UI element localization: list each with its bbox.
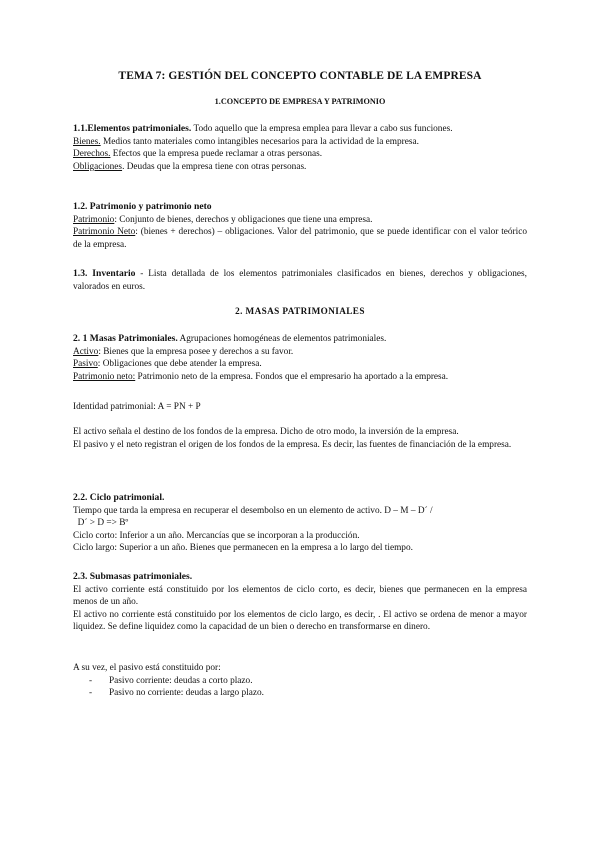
identidad-patrimonial: Identidad patrimonial: A = PN + P bbox=[73, 402, 201, 412]
section-1-3 bbox=[73, 268, 527, 293]
list-item bbox=[73, 687, 527, 700]
pasivo-label: Pasivo bbox=[73, 359, 98, 370]
pasivo-line bbox=[73, 358, 527, 371]
activo-line bbox=[73, 346, 527, 359]
elementos-text: Todo aquello que la empresa emplea para llevar a cabo sus funciones. bbox=[191, 124, 453, 134]
submasas-heading: 2.3. Submasas patrimoniales. bbox=[73, 571, 193, 582]
section-2-1 bbox=[73, 333, 527, 383]
obligaciones-text: . Deudas que la empresa tiene con otras personas. bbox=[122, 161, 307, 172]
list-item bbox=[73, 675, 527, 688]
patrimonio-neto-label: Patrimonio Neto bbox=[73, 227, 136, 238]
ciclo-line-2: D´ > D => Bº bbox=[73, 518, 129, 529]
section-1-1 bbox=[73, 123, 527, 173]
derechos-line bbox=[73, 148, 527, 161]
elementos-heading: 1.1.Elementos patrimoniales. bbox=[73, 123, 192, 134]
pasivo-corriente-item: Pasivo corriente: deudas a corto plazo. bbox=[109, 675, 253, 686]
patrimonio-neto-line bbox=[73, 226, 527, 251]
obligaciones-label: Obligaciones bbox=[73, 161, 123, 172]
pasivo-text: : Obligaciones que debe atender la empresa. bbox=[97, 359, 262, 370]
bienes-text: Medios tanto materiales como intangibles necesarios para la actividad de la empresa. bbox=[100, 136, 419, 147]
activo-corriente-paragraph: El activo corriente está constituido por los elementos de ciclo corto, es decir, bienes que permanecen en la empresa menos de un año. bbox=[73, 584, 527, 608]
patrimonio-neto-def-text: Patrimonio neto de la empresa. Fondos que el empresario ha aportado a la empresa. bbox=[135, 371, 449, 382]
derechos-text: Efectos que la empresa puede reclamar a otras personas. bbox=[110, 149, 323, 160]
pasivo-origen-paragraph: El pasivo y el neto registran el origen de los fondos de la empresa. Es decir, las fuentes de financiación de la empresa. bbox=[73, 439, 512, 450]
section-1-2 bbox=[73, 201, 527, 251]
ciclo-heading: 2.2. Ciclo patrimonial. bbox=[73, 492, 165, 503]
activo-destino-paragraph: El activo señala el destino de los fondos de la empresa. Dicho de otro modo, la inversión de la empresa. bbox=[73, 427, 459, 437]
dash-bullet: - bbox=[89, 688, 93, 699]
masas-line bbox=[73, 333, 527, 346]
derechos-label: Derechos. bbox=[73, 149, 111, 160]
activo-label: Activo bbox=[73, 346, 99, 357]
bienes-line bbox=[73, 136, 527, 149]
ciclo-line-1: Tiempo que tarda la empresa en recuperar el desembolso en un elemento de activo. D – M – D´ / bbox=[73, 505, 433, 516]
patrimonio-neto-text: : (bienes + derechos) – obligaciones. Valor del patrimonio, que se puede identificar con el valor teórico de la empresa. bbox=[73, 227, 528, 250]
inventario-text: - Lista detallada de los elementos patrimoniales clasificados en bienes, derechos y obligaciones, valorados en euros. bbox=[73, 269, 527, 292]
section-2-3 bbox=[73, 571, 527, 634]
page-title: TEMA 7: GESTIÓN DEL CONCEPTO CONTABLE DE LA EMPRESA bbox=[118, 70, 482, 82]
patrimonio-neto-def-line bbox=[73, 371, 527, 384]
inventario-heading: 1.3. Inventario bbox=[73, 268, 136, 279]
masas-heading: 2. 1 Masas Patrimoniales. bbox=[73, 333, 178, 344]
activo-no-corriente-paragraph: El activo no corriente está constituido por los elementos de ciclo largo, es decir, . El activo se ordena de menor a mayor liquidez. Se define liquidez como la capacidad de un bien o derecho en transformarse en dinero. bbox=[73, 609, 527, 633]
obligaciones-line bbox=[73, 161, 527, 174]
ciclo-largo-line: Ciclo largo: Superior a un año. Bienes que permanecen en la empresa a lo largo del tiempo. bbox=[73, 543, 413, 554]
activo-text: : Bienes que la empresa posee y derechos a su favor. bbox=[98, 346, 294, 357]
section-2-title: 2. MASAS PATRIMONIALES bbox=[235, 306, 365, 316]
bienes-label: Bienes. bbox=[73, 136, 101, 147]
destino-origen bbox=[73, 426, 527, 451]
dash-bullet: - bbox=[89, 675, 93, 686]
masas-text: Agrupaciones homogéneas de elementos patrimoniales. bbox=[177, 334, 387, 344]
ciclo-corto-line: Ciclo corto: Inferior a un año. Mercancías que se incorporan a la producción. bbox=[73, 530, 360, 541]
patrimonio-label: Patrimonio bbox=[73, 214, 115, 225]
inventario-paragraph bbox=[73, 268, 527, 293]
elementos-paragraph bbox=[73, 123, 527, 136]
patrimonio-neto-def-label: Patrimonio neto: bbox=[73, 371, 136, 382]
section-1-title: 1.CONCEPTO DE EMPRESA Y PATRIMONIO bbox=[214, 97, 386, 106]
pasivo-section bbox=[73, 662, 527, 700]
patrimonio-line bbox=[73, 214, 527, 227]
pasivo-no-corriente-item: Pasivo no corriente: deudas a largo plazo. bbox=[109, 688, 264, 699]
pasivo-list bbox=[73, 675, 527, 700]
patrimonio-text: : Conjunto de bienes, derechos y obligaciones que tiene una empresa. bbox=[114, 214, 373, 225]
section-2-2 bbox=[73, 492, 527, 555]
patrimonio-heading: 1.2. Patrimonio y patrimonio neto bbox=[73, 201, 212, 212]
pasivo-intro: A su vez, el pasivo está constituido por: bbox=[73, 663, 221, 673]
